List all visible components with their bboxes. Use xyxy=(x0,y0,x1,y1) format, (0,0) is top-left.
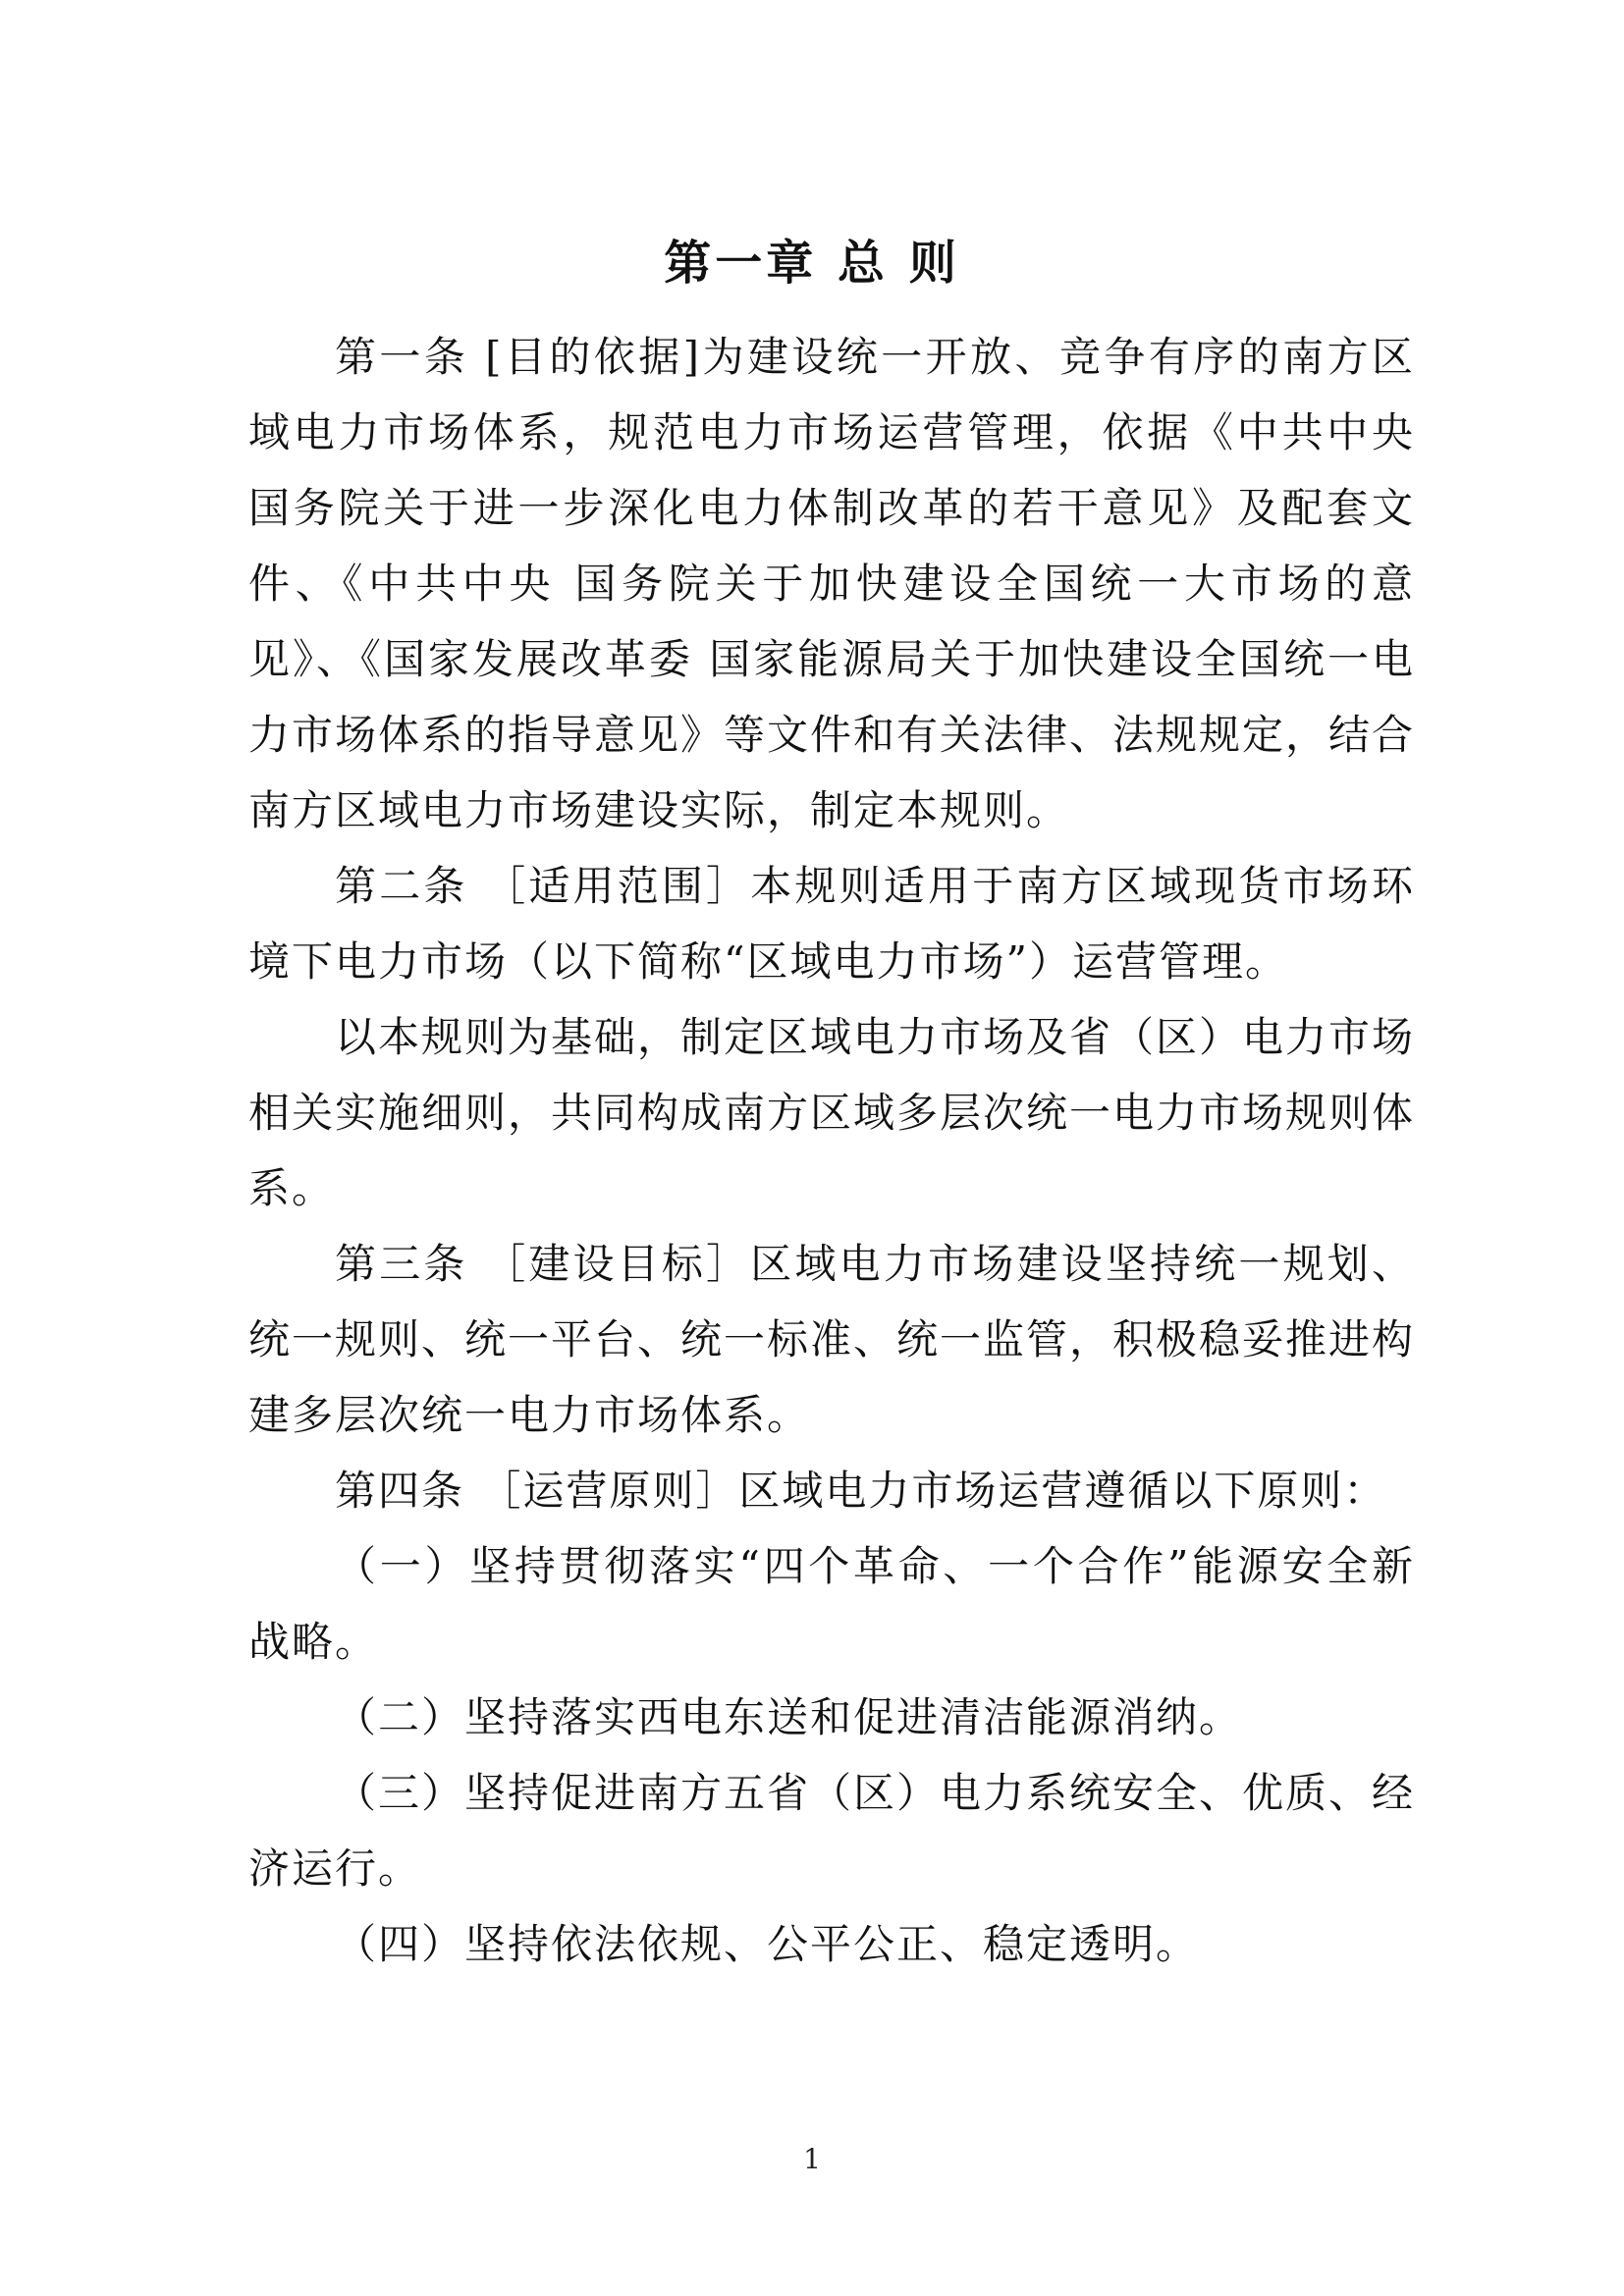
article-1-paragraph: 第一条 [目的依据]为建设统一开放、竞争有序的南方区域电力市场体系，规范电力市场运营管理，依据《中共中央 国务院关于进一步深化电力体制改革的若干意见》及配套文件、《中共中央 国务院关于加快建设全国统一大市场的意见》、《国家发展改革委 国家能源局关于加快建设全国统一电力市场体系的指导意见》等文件和有关法律、法规规定，结合南方区域电力市场建设实际，制定本规则。 xyxy=(248,333,1416,834)
article-3-paragraph: 第三条 ［建设目标］区域电力市场建设坚持统一规划、统一规则、统一平台、统一标准、统一监管，积极稳妥推进构建多层次统一电力市场体系。 xyxy=(248,1240,1416,1439)
page-number: 1 xyxy=(803,2143,821,2175)
body-text xyxy=(248,319,1415,1982)
principle-3-item: （三）坚持促进南方五省（区）电力系统安全、优质、经济运行。 xyxy=(248,1769,1416,1893)
article-2-paragraph: 第二条 ［适用范围］本规则适用于南方区域现货市场环境下电力市场（以下简称“区域电力市场”）运营管理。 xyxy=(248,862,1415,986)
article-4-paragraph: 第四条 ［运营原则］区域电力市场运营遵循以下原则： xyxy=(335,1467,1387,1515)
principle-2-item: （二）坚持落实西电东送和促进清洁能源消纳。 xyxy=(335,1693,1243,1741)
chapter-title: 第一章 总 则 xyxy=(664,236,960,291)
principle-1-item: （一）坚持贯彻落实“四个革命、一个合作”能源安全新战略。 xyxy=(248,1542,1415,1666)
article-2-supplement-paragraph: 以本规则为基础，制定区域电力市场及省（区）电力市场相关实施细则，共同构成南方区域多层次统一电力市场规则体系。 xyxy=(248,1013,1416,1212)
principle-4-item: （四）坚持依法依规、公平公正、稳定透明。 xyxy=(335,1920,1200,1968)
